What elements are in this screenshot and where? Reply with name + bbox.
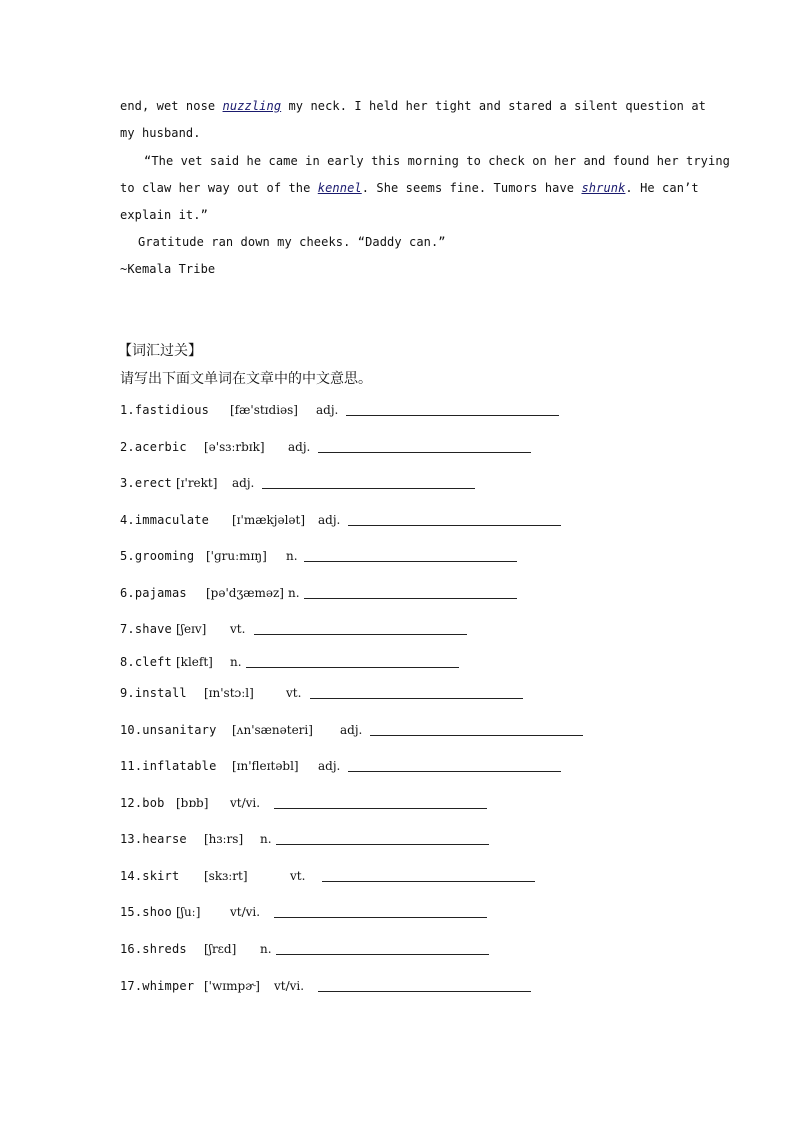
vocab-part-of-speech: adj.	[318, 759, 341, 773]
answer-blank[interactable]	[246, 667, 459, 668]
vocab-item	[120, 904, 274, 920]
vocab-item	[120, 475, 262, 491]
passage-line	[120, 98, 706, 114]
vocab-phonetic: [skɜːrt]	[204, 869, 248, 883]
answer-blank[interactable]	[318, 991, 531, 992]
vocab-item	[120, 654, 246, 670]
vocab-item	[120, 402, 346, 418]
answer-blank[interactable]	[274, 917, 487, 918]
answer-blank[interactable]	[322, 881, 535, 882]
answer-blank[interactable]	[276, 844, 489, 845]
answer-blank[interactable]	[370, 735, 583, 736]
vocab-phonetic: [ɪ'mækjələt]	[232, 513, 306, 527]
vocab-part-of-speech: n.	[260, 942, 272, 956]
vocab-phonetic: [kleft]	[176, 655, 213, 669]
vocab-item	[120, 512, 348, 528]
vocab-word: 4.immaculate	[120, 513, 210, 527]
vocab-word: 7.shave	[120, 622, 172, 636]
vocab-word: 14.skirt	[120, 869, 180, 883]
vocab-part-of-speech: vt/vi.	[274, 979, 305, 993]
vocab-item	[120, 758, 348, 774]
vocab-word: 16.shreds	[120, 942, 187, 956]
vocab-part-of-speech: adj.	[318, 513, 341, 527]
vocab-part-of-speech: vt.	[290, 869, 306, 883]
answer-blank[interactable]	[254, 634, 467, 635]
vocab-phonetic: [ɪn'stɔːl]	[204, 686, 254, 700]
passage-line: Gratitude ran down my cheeks. “Daddy can.”	[138, 235, 446, 249]
vocab-part-of-speech: n.	[260, 832, 272, 846]
answer-blank[interactable]	[310, 698, 523, 699]
vocab-phonetic: [ɪ'rekt]	[176, 476, 218, 490]
vocab-phonetic: ['wɪmpɚ]	[204, 979, 260, 993]
vocab-highlight: kennel	[317, 181, 362, 195]
passage-text: . She seems fine. Tumors have	[361, 181, 582, 195]
vocab-phonetic: [ʃuː]	[176, 905, 201, 919]
answer-blank[interactable]	[304, 598, 517, 599]
vocab-part-of-speech: adj.	[288, 440, 311, 454]
vocab-part-of-speech: vt.	[286, 686, 302, 700]
vocab-word: 15.shoo	[120, 905, 172, 919]
vocab-phonetic: [ʃeɪv]	[176, 622, 207, 636]
answer-blank[interactable]	[348, 525, 561, 526]
vocab-item	[120, 941, 276, 957]
vocab-part-of-speech: vt/vi.	[230, 905, 261, 919]
vocab-part-of-speech: adj.	[232, 476, 255, 490]
passage-line	[120, 180, 699, 196]
answer-blank[interactable]	[346, 415, 559, 416]
passage-line: explain it.”	[120, 208, 208, 222]
vocab-word: 9.install	[120, 686, 187, 700]
vocab-part-of-speech: adj.	[316, 403, 339, 417]
vocab-part-of-speech: n.	[286, 549, 298, 563]
vocab-phonetic: [hɜːrs]	[204, 832, 244, 846]
answer-blank[interactable]	[262, 488, 475, 489]
vocab-item	[120, 868, 322, 884]
vocab-phonetic: [ɪn'fleɪtəbl]	[232, 759, 299, 773]
vocab-item	[120, 439, 318, 455]
answer-blank[interactable]	[274, 808, 487, 809]
vocab-word: 10.unsanitary	[120, 723, 217, 737]
passage-text: to claw her way out of the	[120, 181, 318, 195]
answer-blank[interactable]	[304, 561, 517, 562]
answer-blank[interactable]	[276, 954, 489, 955]
answer-blank[interactable]	[318, 452, 531, 453]
vocab-item	[120, 685, 310, 701]
vocab-item	[120, 585, 304, 601]
vocab-phonetic: [bɒb]	[176, 796, 209, 810]
vocab-word: 17.whimper	[120, 979, 195, 993]
vocab-phonetic: ['ɡruːmɪŋ]	[206, 549, 267, 563]
vocab-item	[120, 831, 276, 847]
vocab-part-of-speech: vt.	[230, 622, 246, 636]
vocab-highlight: shrunk	[581, 181, 626, 195]
vocab-item	[120, 795, 274, 811]
vocab-word: 11.inflatable	[120, 759, 217, 773]
vocab-item	[120, 722, 370, 738]
vocab-phonetic: [ʌn'sænəteri]	[232, 723, 313, 737]
vocab-word: 6.pajamas	[120, 586, 187, 600]
vocab-word: 2.acerbic	[120, 440, 187, 454]
section-title: 【词汇过关】	[118, 343, 202, 359]
vocab-part-of-speech: n.	[230, 655, 242, 669]
vocab-word: 1.fastidious	[120, 403, 210, 417]
passage-line: “The vet said he came in early this morning to check on her and found her trying	[144, 154, 730, 168]
vocab-word: 13.hearse	[120, 832, 187, 846]
answer-blank[interactable]	[348, 771, 561, 772]
vocab-phonetic: [fæ'stɪdiəs]	[230, 403, 298, 417]
passage-text: end, wet nose	[120, 99, 223, 113]
vocab-word: 5.grooming	[120, 549, 195, 563]
passage-line: my husband.	[120, 126, 201, 140]
vocab-phonetic: [ʃrɛd]	[204, 942, 237, 956]
vocab-phonetic: [ə'sɜːrbɪk]	[204, 440, 265, 454]
vocab-part-of-speech: adj.	[340, 723, 363, 737]
vocab-phonetic: [pə'dʒæməz]	[206, 586, 284, 600]
vocab-highlight: nuzzling	[222, 99, 282, 113]
vocab-word: 3.erect	[120, 476, 172, 490]
vocab-word: 12.bob	[120, 796, 165, 810]
vocab-item	[120, 621, 254, 637]
passage-text: my neck. I held her tight and stared a silent question at	[281, 99, 706, 113]
vocab-part-of-speech: vt/vi.	[230, 796, 261, 810]
passage-signature: ~Kemala Tribe	[120, 262, 216, 276]
vocab-part-of-speech: n.	[288, 586, 300, 600]
vocab-word: 8.cleft	[120, 655, 172, 669]
vocab-item	[120, 978, 318, 994]
passage-text: . He can’t	[625, 181, 699, 195]
vocab-item	[120, 548, 304, 564]
section-instruction: 请写出下面文单词在文章中的中文意思。	[120, 371, 372, 387]
